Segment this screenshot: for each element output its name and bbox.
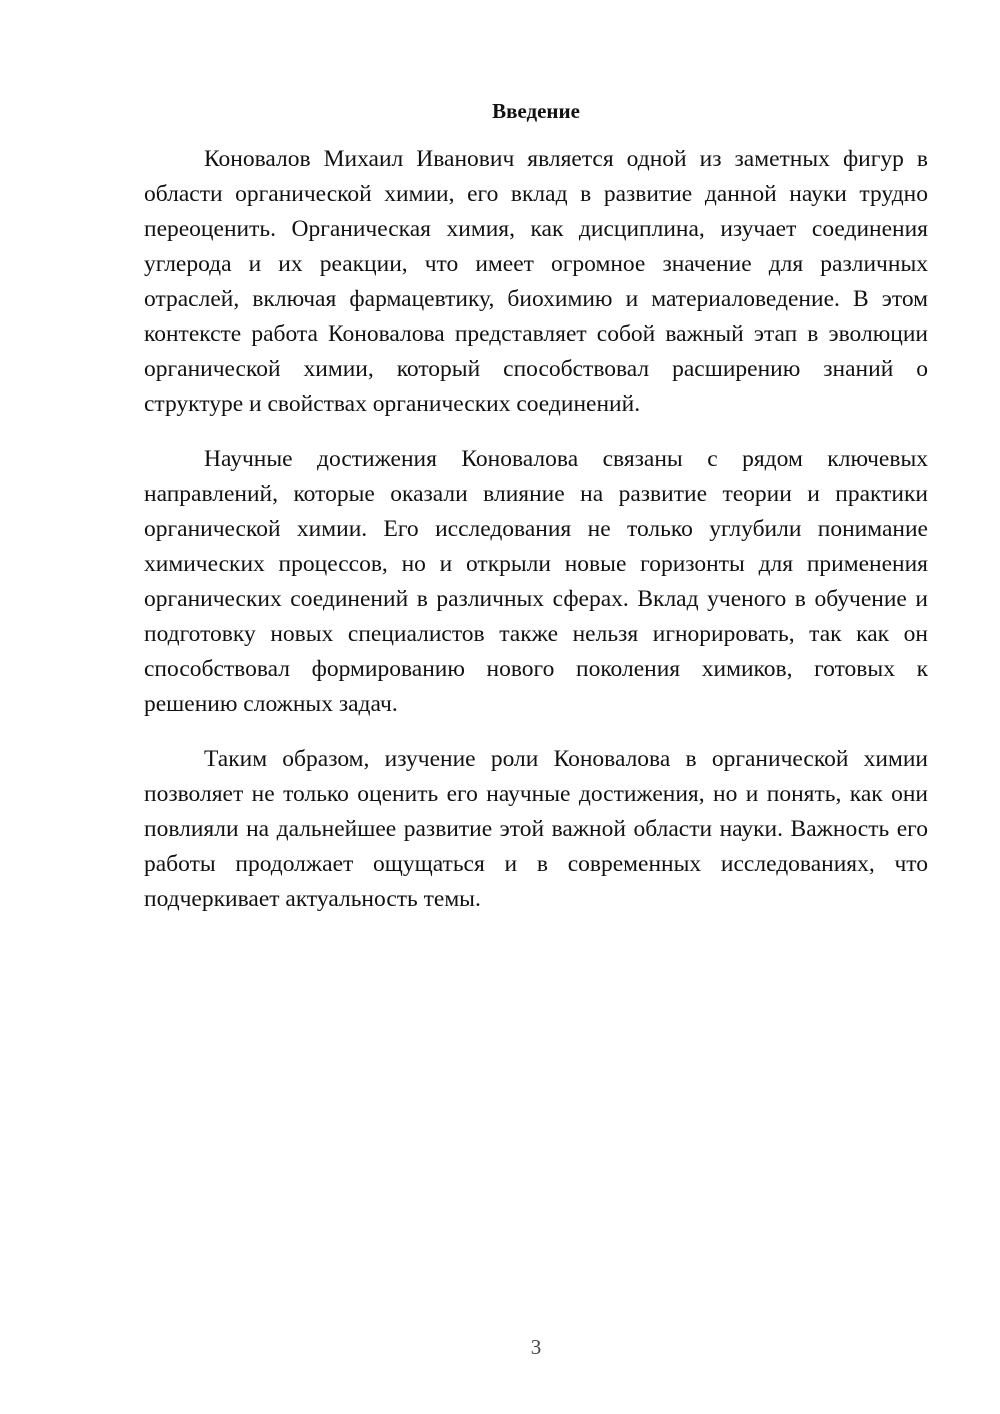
paragraph-2: Научные достижения Коновалова связаны с рядом ключевых направлений, которые оказали влияние на развитие теории и практики органической химии. Его исследования не только углубили понимание химических процессов, но и открыли новые горизонты для применения органических соединений в различных сферах. Вклад ученого в обучение и подготовку новых специалистов также нельзя игнорировать, так как он способствовал формированию нового поколения химиков, готовых к решению сложных задач. xyxy=(144,446,928,717)
section-title: Введение xyxy=(492,99,580,123)
paragraph-3: Таким образом, изучение роли Коновалова в органической химии позволяет не только оценить его научные достижения, но и понять, как они повлияли на дальнейшее развитие этой важной области науки. Важность его работы продолжает ощущаться и в современных исследованиях, что подчеркивает актуальность темы. xyxy=(144,746,928,912)
body-text xyxy=(144,142,928,937)
paragraph-1: Коновалов Михаил Иванович является одной из заметных фигур в области органической химии, его вклад в развитие данной науки трудно переоценить. Органическая химия, как дисциплина, изучает соединения углерода и их реакции, что имеет огромное значение для различных отраслей, включая фармацевтику, биохимию и материаловедение. В этом контексте работа Коновалова представляет собой важный этап в эволюции органической химии, который способствовал расширению знаний о структуре и свойствах органических соединений. xyxy=(144,146,928,417)
page-number: 3 xyxy=(530,1335,542,1359)
